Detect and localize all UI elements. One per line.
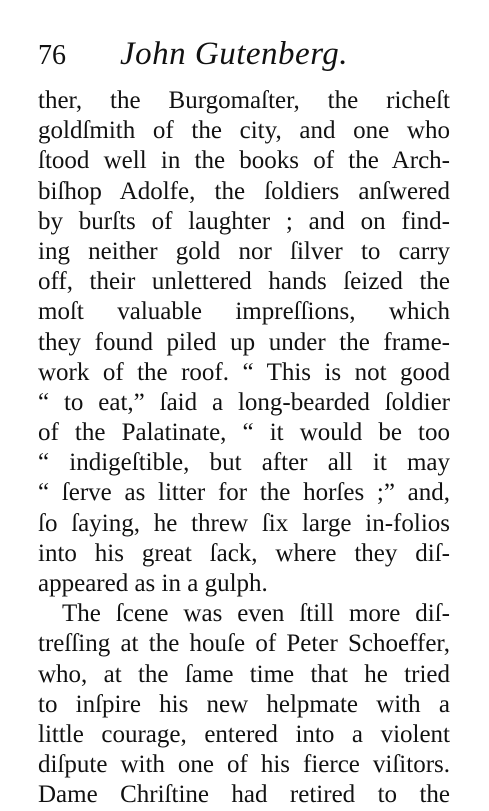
text-line: off, their unlettered hands ſeized the <box>38 268 450 296</box>
text-line: treſſing at the houſe of Peter Schoeffer, <box>38 630 450 658</box>
body-text <box>38 86 450 811</box>
text-line: of the Palatinate, “ it would be too <box>38 419 450 447</box>
text-line: “ indigeſtible, but after all it may <box>38 449 450 477</box>
text-line: ing neither gold nor ſilver to carry <box>38 237 450 265</box>
text-line: goldſmith of the city, and one who <box>38 117 450 145</box>
text-line: “ to eat,” ſaid a long-bearded ſoldier <box>38 388 450 416</box>
running-title: John Gutenberg. <box>120 36 349 72</box>
text-line: moſt valuable impreſſions, which <box>38 298 450 326</box>
text-line: who, at the ſame time that he tried <box>38 660 450 688</box>
text-line: ſo ſaying, he threw ſix large in-folios <box>38 509 450 537</box>
text-line: diſpute with one of his fierce viſitors. <box>38 751 450 779</box>
text-line: into his great ſack, where they diſ- <box>38 539 450 567</box>
paragraph-first-line: The ſcene was even ſtill more diſ- <box>62 600 450 628</box>
text-line: Dame Chriſtine had retired to the <box>38 781 450 809</box>
text-line: by burſts of laughter ; and on find- <box>38 207 450 235</box>
page-number: 76 <box>38 40 66 71</box>
text-line: “ ſerve as litter for the horſes ;” and, <box>38 479 450 507</box>
text-line: little courage, entered into a violent <box>38 720 450 748</box>
text-line: appeared as in a gulph. <box>38 570 268 597</box>
text-line: ſtood well in the books of the Arch- <box>38 147 450 175</box>
text-line: work of the roof. “ This is not good <box>38 358 450 386</box>
running-head <box>38 34 458 78</box>
text-line: they found piled up under the frame- <box>38 328 450 356</box>
text-line: biſhop Adolfe, the ſoldiers anſwered <box>38 177 450 205</box>
text-line: ther, the Burgomaſter, the richeſt <box>38 87 450 114</box>
text-line: to inſpire his new helpmate with a <box>38 690 450 718</box>
